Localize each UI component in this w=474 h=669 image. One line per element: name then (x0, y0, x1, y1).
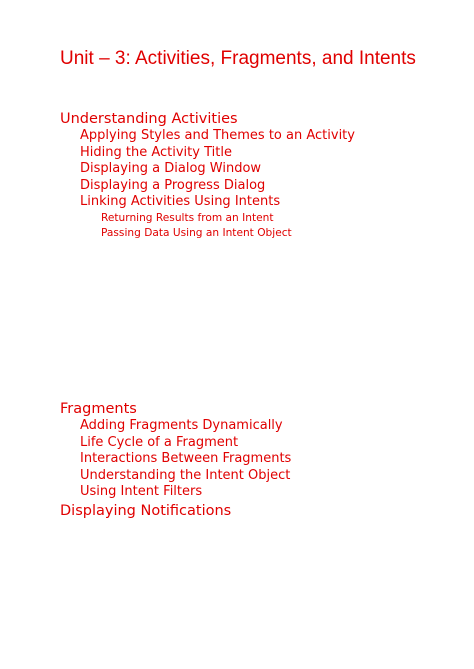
section-heading: Understanding Activities (60, 111, 238, 127)
list-item: Life Cycle of a Fragment (80, 434, 239, 450)
list-item: Hiding the Activity Title (80, 144, 232, 160)
section-heading: Fragments (60, 401, 137, 417)
section-fragments (60, 400, 291, 520)
sublist-item: Returning Results from an Intent (101, 211, 274, 224)
sublist-item: Passing Data Using an Intent Object (101, 226, 292, 239)
list-item: Understanding the Intent Object (80, 467, 291, 483)
list-item: Displaying a Progress Dialog (80, 177, 266, 193)
section-understanding-activities (60, 110, 355, 240)
subtopic-list (80, 211, 355, 240)
subtopic-container (80, 211, 355, 240)
list-item: Displaying a Dialog Window (80, 161, 262, 177)
list-item: Adding Fragments Dynamically (80, 418, 283, 433)
page-title: Unit – 3: Activities, Fragments, and Intents (60, 48, 416, 69)
list-item: Using Intent Filters (80, 484, 203, 500)
topic-list (60, 418, 291, 501)
section-heading-displaying-notifications: Displaying Notifications (60, 502, 232, 519)
list-item: Interactions Between Fragments (80, 451, 292, 467)
list-item: Linking Activities Using Intents (80, 194, 281, 210)
topic-list (60, 128, 355, 240)
list-item: Applying Styles and Themes to an Activity (80, 128, 355, 143)
